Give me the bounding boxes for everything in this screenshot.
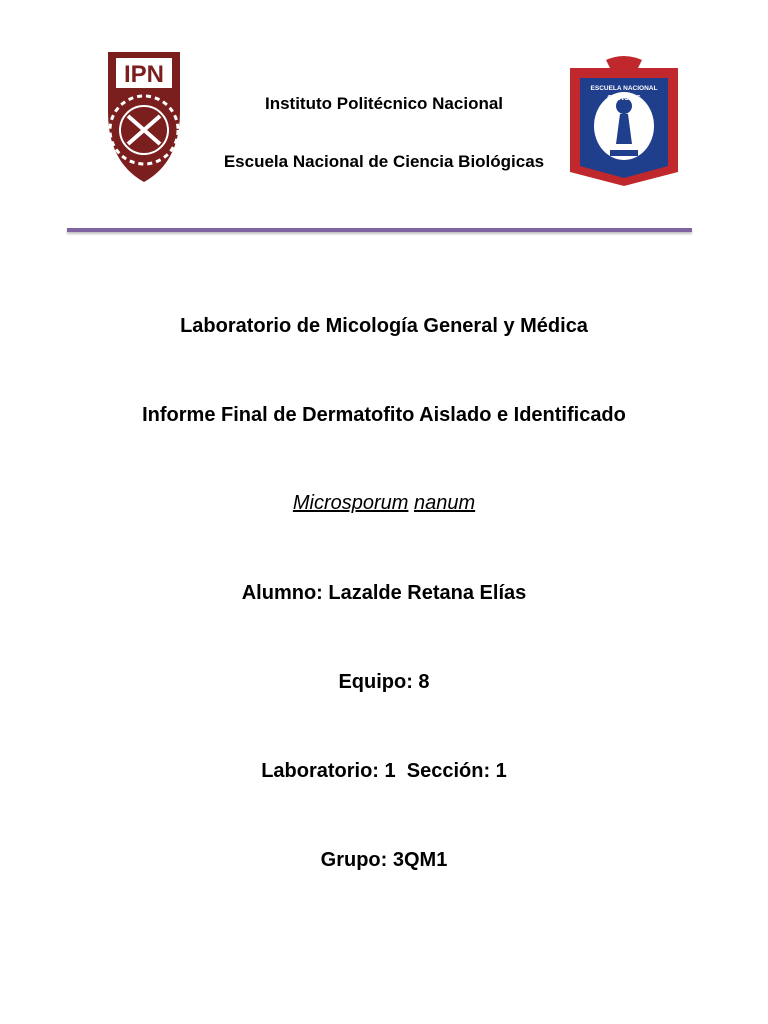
report-title: Informe Final de Dermatofito Aislado e Identificado: [142, 404, 626, 426]
svg-text:ESCUELA NACIONAL: ESCUELA NACIONAL: [590, 85, 658, 92]
species-epithet: nanum: [413, 492, 476, 514]
species-name: [0, 492, 768, 515]
student-name: Alumno: Lazalde Retana Elías: [241, 582, 527, 604]
svg-text:IPN: IPN: [123, 61, 165, 88]
header-divider: [67, 228, 692, 232]
school-name: Escuela Nacional de Ciencia Biológicas: [223, 152, 545, 171]
institution-name: Instituto Politécnico Nacional: [264, 94, 504, 113]
lab-section: Laboratorio: 1 Sección: 1: [261, 760, 507, 782]
lab-title: Laboratorio de Micología General y Médica: [180, 315, 588, 337]
species-genus: Microsporum: [292, 492, 409, 514]
group-code: Grupo: 3QM1: [320, 849, 448, 871]
team-number: Equipo: 8: [338, 671, 430, 693]
svg-text:CIENCIAS: CIENCIAS: [607, 95, 641, 102]
